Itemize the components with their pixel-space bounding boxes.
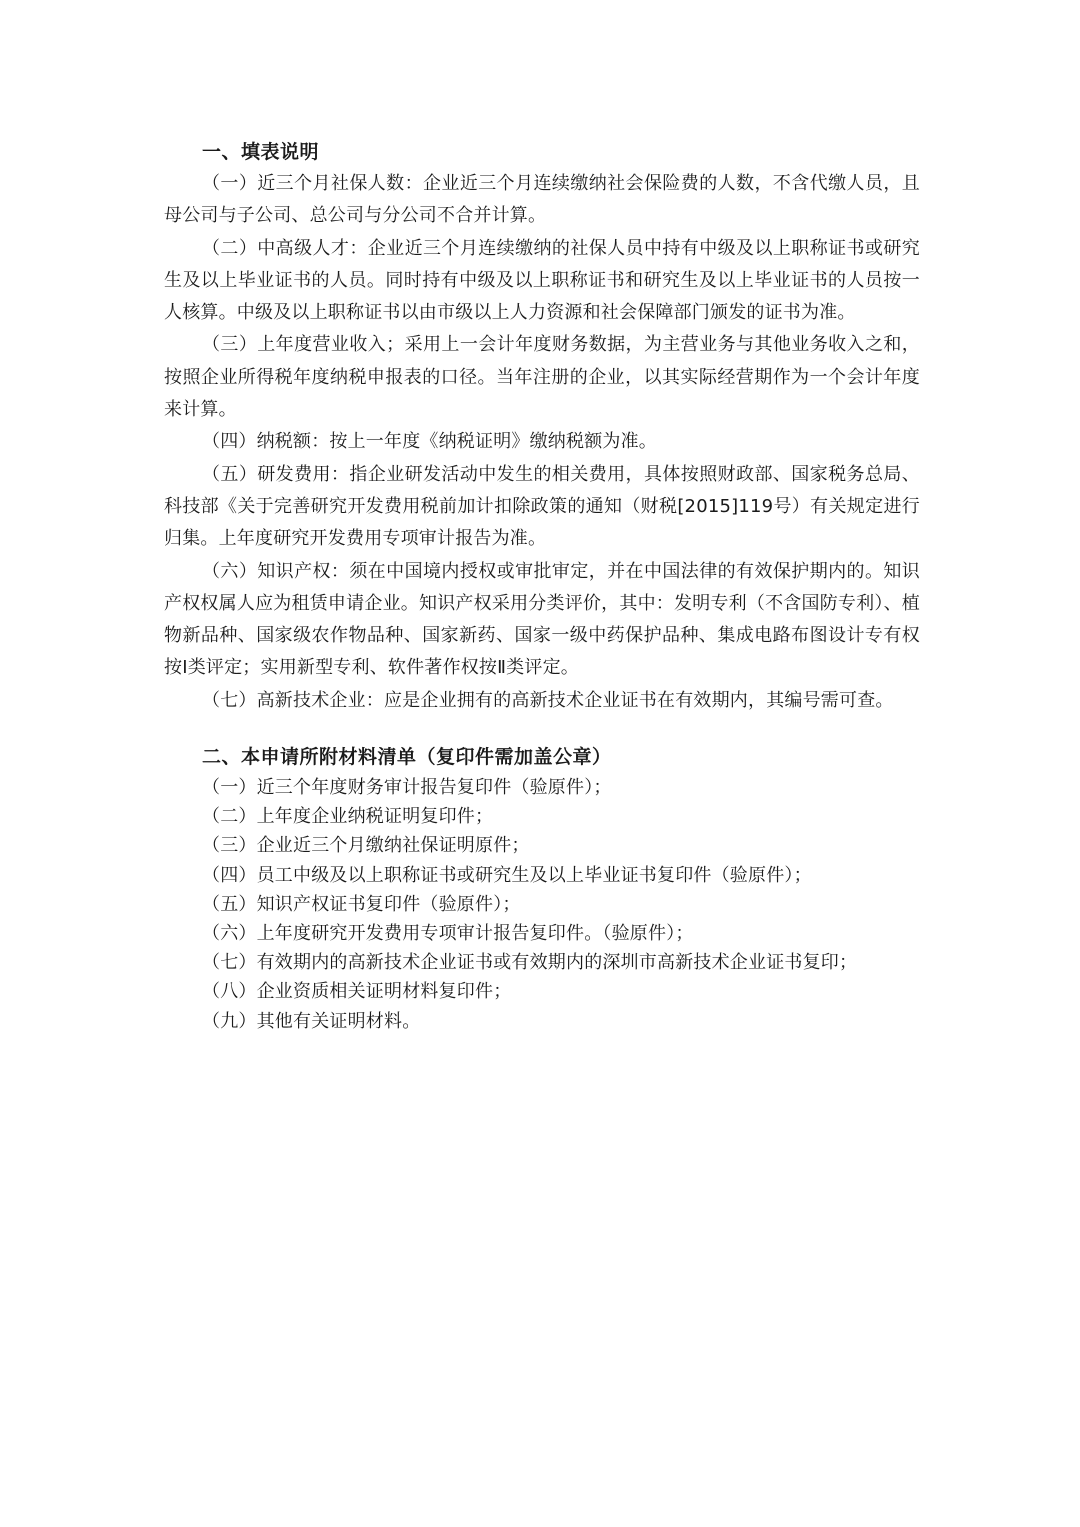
material-item: （二）上年度企业纳税证明复印件； [202, 806, 494, 828]
instruction-item: （五）研发费用：指企业研发活动中发生的相关费用，具体按照财政部、国家税务总局、科技部《关于完善研究开发费用税前加计扣除政策的通知（财税[2015]119号）有关规定进行归集。上年度研究开发费用专项审计报告为准。 [164, 463, 920, 550]
material-item: （一）近三个年度财务审计报告复印件（验原件）； [202, 777, 612, 799]
material-item: （八）企业资质相关证明材料复印件； [202, 981, 512, 1003]
document-content [164, 136, 920, 1036]
instruction-item: （六）知识产权：须在中国境内授权或审批审定，并在中国法律的有效保护期内的。知识产权权属人应为租赁申请企业。知识产权采用分类评价，其中：发明专利（不含国防专利）、植物新品种、国家级农作物品种、国家新药、国家一级中药保护品种、集成电路布图设计专有权按Ⅰ类评定；实用新型专利、软件著作权按Ⅱ类评定。 [164, 560, 920, 679]
material-item: （七）有效期内的高新技术企业证书或有效期内的深圳市高新技术企业证书复印； [202, 952, 858, 974]
material-item: （六）上年度研究开发费用专项审计报告复印件。（验原件）； [202, 923, 694, 945]
section-heading-materials: 二、本申请所附材料清单（复印件需加盖公章） [202, 746, 612, 769]
section-spacer [164, 717, 920, 741]
instruction-item: （三）上年度营业收入；采用上一会计年度财务数据，为主营业务与其他业务收入之和，按照企业所得税年度纳税申报表的口径。当年注册的企业，以其实际经营期作为一个会计年度来计算。 [164, 334, 920, 421]
instruction-item: （四）纳税额：按上一年度《纳税证明》缴纳税额为准。 [202, 431, 657, 453]
material-item: （四）员工中级及以上职称证书或研究生及以上毕业证书复印件（验原件）； [202, 864, 812, 886]
instruction-item: （一）近三个月社保人数：企业近三个月连续缴纳社会保险费的人数，不含代缴人员，且母公司与子公司、总公司与分公司不合并计算。 [164, 173, 920, 227]
material-item: （三）企业近三个月缴纳社保证明原件； [202, 835, 530, 857]
instruction-item: （七）高新技术企业：应是企业拥有的高新技术企业证书在有效期内，其编号需可查。 [202, 689, 894, 711]
material-item: （五）知识产权证书复印件（验原件）； [202, 893, 521, 915]
material-item: （九）其他有关证明材料。 [202, 1010, 421, 1032]
instruction-item: （二）中高级人才：企业近三个月连续缴纳的社保人员中持有中级及以上职称证书或研究生及以上毕业证书的人员。同时持有中级及以上职称证书和研究生及以上毕业证书的人员按一人核算。中级及以上职称证书以由市级以上人力资源和社会保障部门颁发的证书为准。 [164, 237, 920, 324]
section-heading-instructions: 一、填表说明 [202, 141, 320, 163]
